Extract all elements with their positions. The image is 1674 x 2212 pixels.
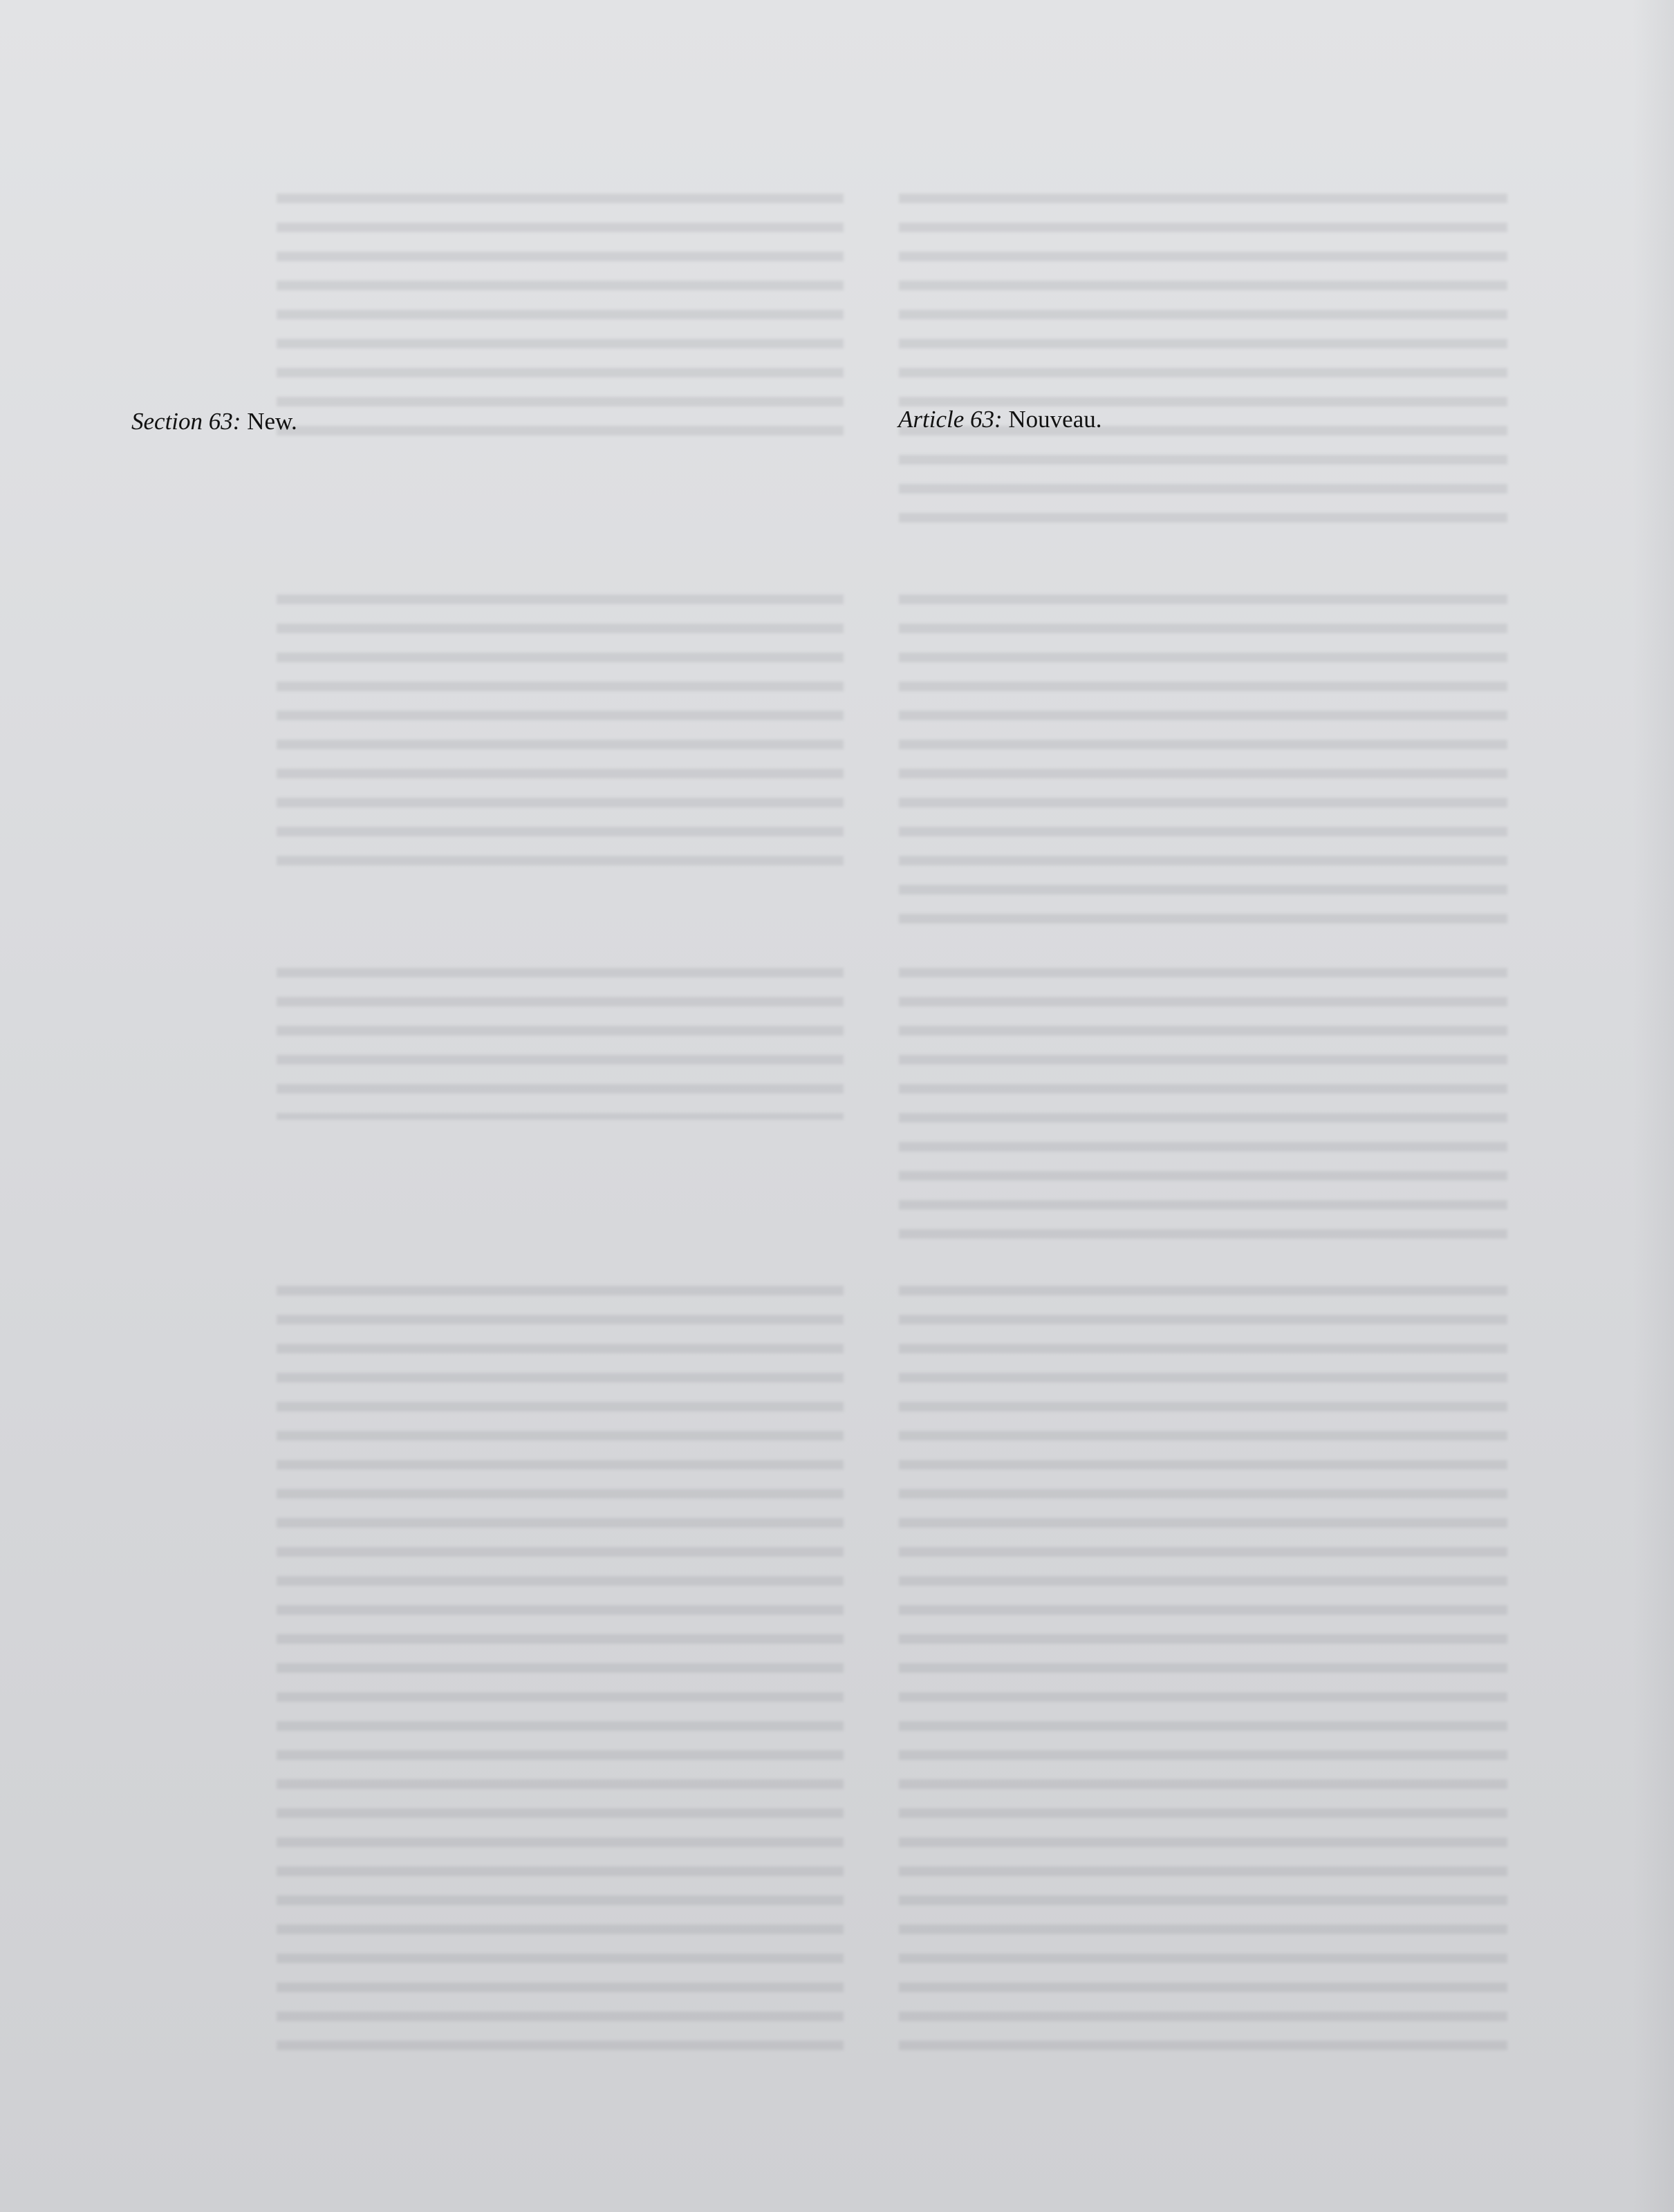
article-heading: [898, 407, 1102, 431]
page-edge-shadow: [1633, 0, 1674, 2212]
section-heading: [131, 409, 297, 433]
section-heading-text: New.: [247, 408, 297, 435]
article-heading-text: Nouveau.: [1008, 406, 1102, 433]
section-heading-label: Section 63:: [131, 408, 241, 435]
article-heading-label: Article 63:: [898, 406, 1003, 433]
